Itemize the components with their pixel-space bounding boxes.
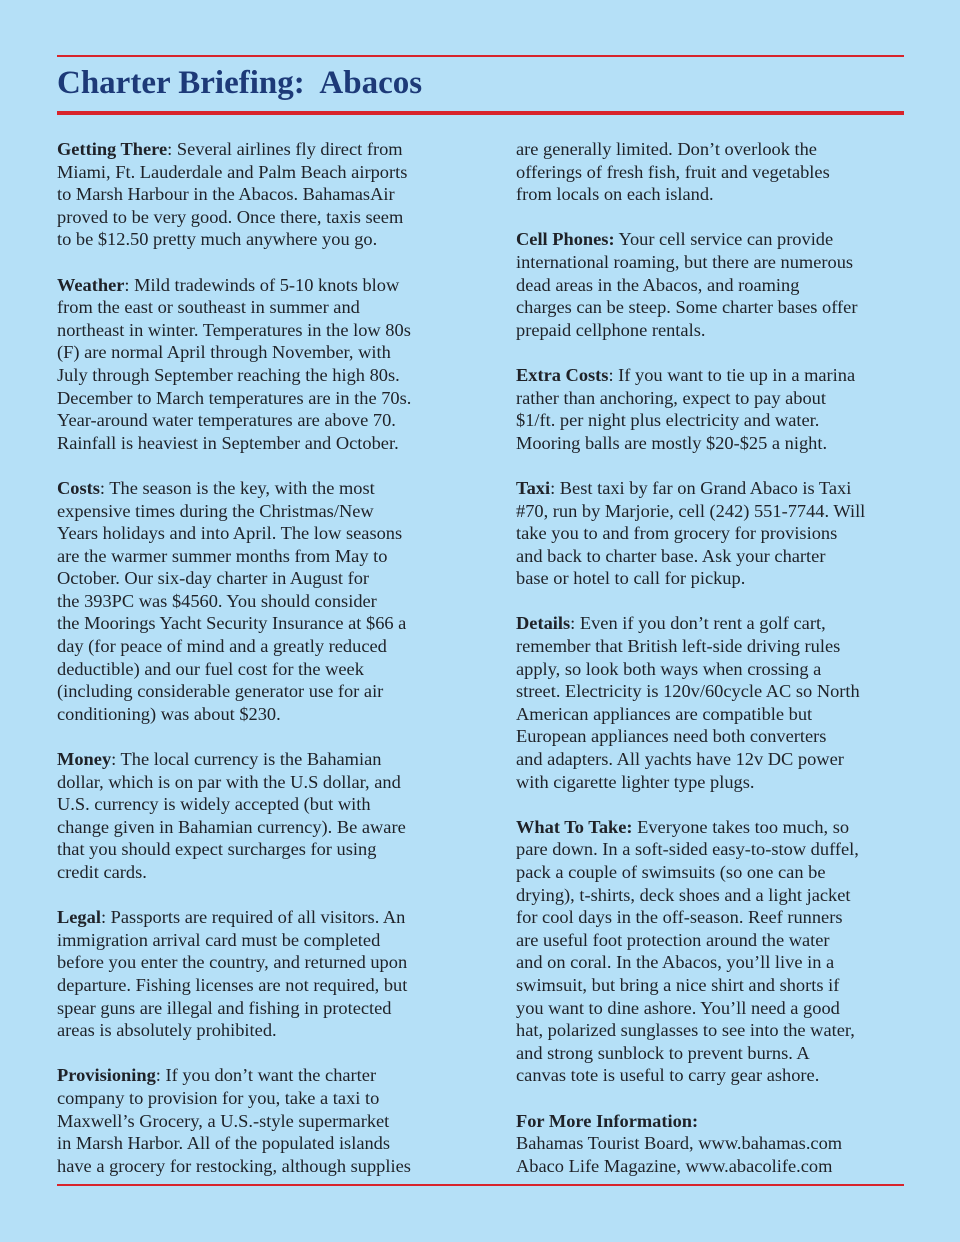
section-text: : If you don’t want the charter [155, 1065, 377, 1086]
section-line: $1/ft. per night plus electricity and water. [516, 410, 820, 431]
section-line [57, 477, 462, 500]
section-line: from locals on each island. [516, 184, 714, 205]
section-line: with cigarette lighter type plugs. [516, 771, 755, 792]
section-line: U.S. currency is widely accepted (but with [57, 794, 371, 815]
section-line: Miami, Ft. Lauderdale and Palm Beach airports [57, 161, 408, 182]
section-line: to Marsh Harbour in the Abacos. BahamasAir [57, 184, 395, 205]
bottom-rule [57, 1184, 904, 1186]
section-line [516, 816, 908, 839]
section-line: American appliances are compatible but [516, 703, 813, 724]
section-heading: Taxi [516, 477, 551, 498]
page-title: Charter Briefing: Abacos [57, 65, 423, 101]
section-heading: Getting There [57, 139, 168, 159]
section-text: : The local currency is the Bahamian [111, 749, 382, 770]
section-line: July through September reaching the high 80s. [57, 364, 400, 385]
section-line [516, 1110, 908, 1133]
section-line [516, 477, 908, 500]
section-line: prepaid cellphone rentals. [516, 319, 706, 340]
section-costs [57, 477, 462, 726]
section-line: (including considerable generator use for air [57, 681, 384, 702]
section-heading: Weather [57, 274, 125, 295]
section-line: October. Our six-day charter in August for [57, 568, 370, 589]
section-line: have a grocery for restocking, although supplies [57, 1155, 411, 1176]
top-rule [57, 55, 904, 57]
section-line: Years holidays and into April. The low seasons [57, 523, 403, 544]
section-heading: Money [57, 749, 112, 770]
section-line: dead areas in the Abacos, and roaming [516, 274, 800, 295]
left-column [57, 138, 462, 1200]
section-extra-costs [516, 364, 908, 454]
section-line: apply, so look both ways when crossing a [516, 658, 822, 679]
section-line: northeast in winter. Temperatures in the low 80s [57, 319, 411, 340]
section-line [57, 906, 462, 929]
section-line: street. Electricity is 120v/60cycle AC so North [516, 681, 860, 702]
section-line: base or hotel to call for pickup. [516, 568, 746, 589]
section-line: Rainfall is heaviest in September and October. [57, 432, 399, 453]
section-line: drying), t-shirts, deck shoes and a light jacket [516, 884, 851, 905]
section-line: and adapters. All yachts have 12v DC power [516, 749, 844, 770]
section-line: deductible) and our fuel cost for the week [57, 658, 364, 679]
section-line: (F) are normal April through November, with [57, 342, 391, 363]
section-heading: Legal [57, 907, 101, 928]
section-line [516, 612, 908, 635]
section-line: before you enter the country, and returned upon [57, 952, 408, 973]
section-line: and on coral. In the Abacos, you’ll live in a [516, 952, 835, 973]
section-text: : Even if you don’t rent a golf cart, [570, 613, 826, 634]
section-text: : Several airlines fly direct from [167, 139, 403, 159]
section-text: : Passports are required of all visitors. An [100, 907, 406, 928]
section-line: day (for peace of mind and a greatly reduced [57, 636, 387, 657]
section-line: take you to and from grocery for provisions [516, 523, 838, 544]
section-text: : The season is the key, with the most [99, 477, 375, 498]
title-underline-rule [57, 111, 904, 115]
section-line: you want to dine ashore. You’ll need a good [516, 997, 840, 1018]
section-line: expensive times during the Christmas/New [57, 500, 374, 521]
section-line: and strong sunblock to prevent burns. A [516, 1042, 810, 1063]
section-line: credit cards. [57, 862, 147, 882]
section-line: Abaco Life Magazine, www.abacolife.com [516, 1155, 833, 1176]
section-line: company to provision for you, take a taxi to [57, 1087, 380, 1108]
section-line: December to March temperatures are in the 70s. [57, 387, 412, 408]
section-heading: What To Take: [516, 816, 633, 837]
section-what-to-take [516, 816, 908, 1087]
section-line [516, 228, 908, 251]
section-line: to be $12.50 pretty much anywhere you go. [57, 229, 378, 250]
section-provisioning [57, 1064, 462, 1177]
section-line: pack a couple of swimsuits (so one can be [516, 862, 826, 882]
section-line: Year-around water temperatures are above 70. [57, 410, 396, 431]
section-line [57, 748, 462, 771]
section-line: are useful foot protection around the water [516, 929, 830, 950]
section-heading: Extra Costs [516, 364, 609, 385]
section-heading: Details [516, 613, 571, 634]
section-text: Your cell service can provide [614, 229, 834, 250]
section-line: offerings of fresh fish, fruit and vegetables [516, 161, 830, 182]
section-text: : If you want to tie up in a marina [608, 364, 856, 385]
section-line: hat, polarized sunglasses to see into the water, [516, 1020, 855, 1041]
section-line: from the east or southeast in summer and [57, 297, 360, 318]
section-line [57, 1064, 462, 1087]
section-line: the Moorings Yacht Security Insurance at $66 a [57, 613, 407, 634]
section-line: pare down. In a soft-sided easy-to-stow duffel, [516, 839, 859, 860]
section-line: areas is absolutely prohibited. [57, 1020, 277, 1041]
section-line: conditioning) was about $230. [57, 703, 281, 724]
section-money [57, 748, 462, 884]
section-cell-phones [516, 228, 908, 341]
section-line: international roaming, but there are numerous [516, 251, 854, 272]
section-heading: For More Information: [516, 1110, 699, 1131]
section-line: proved to be very good. Once there, taxis seem [57, 206, 404, 227]
section-line: that you should expect surcharges for using [57, 839, 377, 860]
section-line: are generally limited. Don’t overlook the [516, 139, 817, 159]
section-legal [57, 906, 462, 1042]
section-weather [57, 274, 462, 455]
section-text: Everyone takes too much, so [632, 816, 850, 837]
section-line: in Marsh Harbor. All of the populated islands [57, 1133, 391, 1154]
section-line: immigration arrival card must be completed [57, 929, 381, 950]
section-line: European appliances need both converters [516, 726, 827, 747]
section-line: spear guns are illegal and fishing in protected [57, 997, 392, 1018]
section-line: remember that British left-side driving rules [516, 636, 841, 657]
section-text: : Mild tradewinds of 5-10 knots blow [124, 274, 400, 295]
section-details [516, 612, 908, 793]
section-heading: Costs [57, 477, 100, 498]
section-taxi [516, 477, 908, 590]
section-for-more-information [516, 1110, 908, 1178]
section-line: the 393PC was $4560. You should consider [57, 590, 377, 611]
section-heading: Provisioning [57, 1065, 156, 1086]
section-line: Bahamas Tourist Board, www.bahamas.com [516, 1133, 843, 1154]
section-heading: Cell Phones: [516, 229, 615, 250]
right-column [516, 138, 908, 1200]
section-line [57, 274, 462, 297]
section-line: Mooring balls are mostly $20-$25 a night. [516, 432, 828, 453]
section-line: Maxwell’s Grocery, a U.S.-style supermarket [57, 1110, 390, 1131]
section-line: charges can be steep. Some charter bases offer [516, 297, 858, 318]
section-line: rather than anchoring, expect to pay about [516, 387, 826, 408]
section-line: change given in Bahamian currency). Be aware [57, 816, 406, 837]
section-line [516, 364, 908, 387]
section-line: #70, run by Marjorie, cell (242) 551-7744. Will [516, 500, 866, 521]
section-line: are the warmer summer months from May to [57, 545, 388, 566]
section-line: canvas tote is useful to carry gear ashore. [516, 1065, 820, 1086]
section-line: dollar, which is on par with the U.S dollar, and [57, 771, 401, 792]
section-line [57, 138, 462, 161]
section-line: for cool days in the off-season. Reef runners [516, 907, 843, 928]
section-line: and back to charter base. Ask your charter [516, 545, 826, 566]
section-line: departure. Fishing licenses are not required, but [57, 974, 408, 995]
section-line: swimsuit, but bring a nice shirt and shorts if [516, 974, 840, 995]
section-continued [516, 138, 908, 206]
section-getting-there [57, 138, 462, 251]
section-text: : Best taxi by far on Grand Abaco is Taxi [550, 477, 852, 498]
